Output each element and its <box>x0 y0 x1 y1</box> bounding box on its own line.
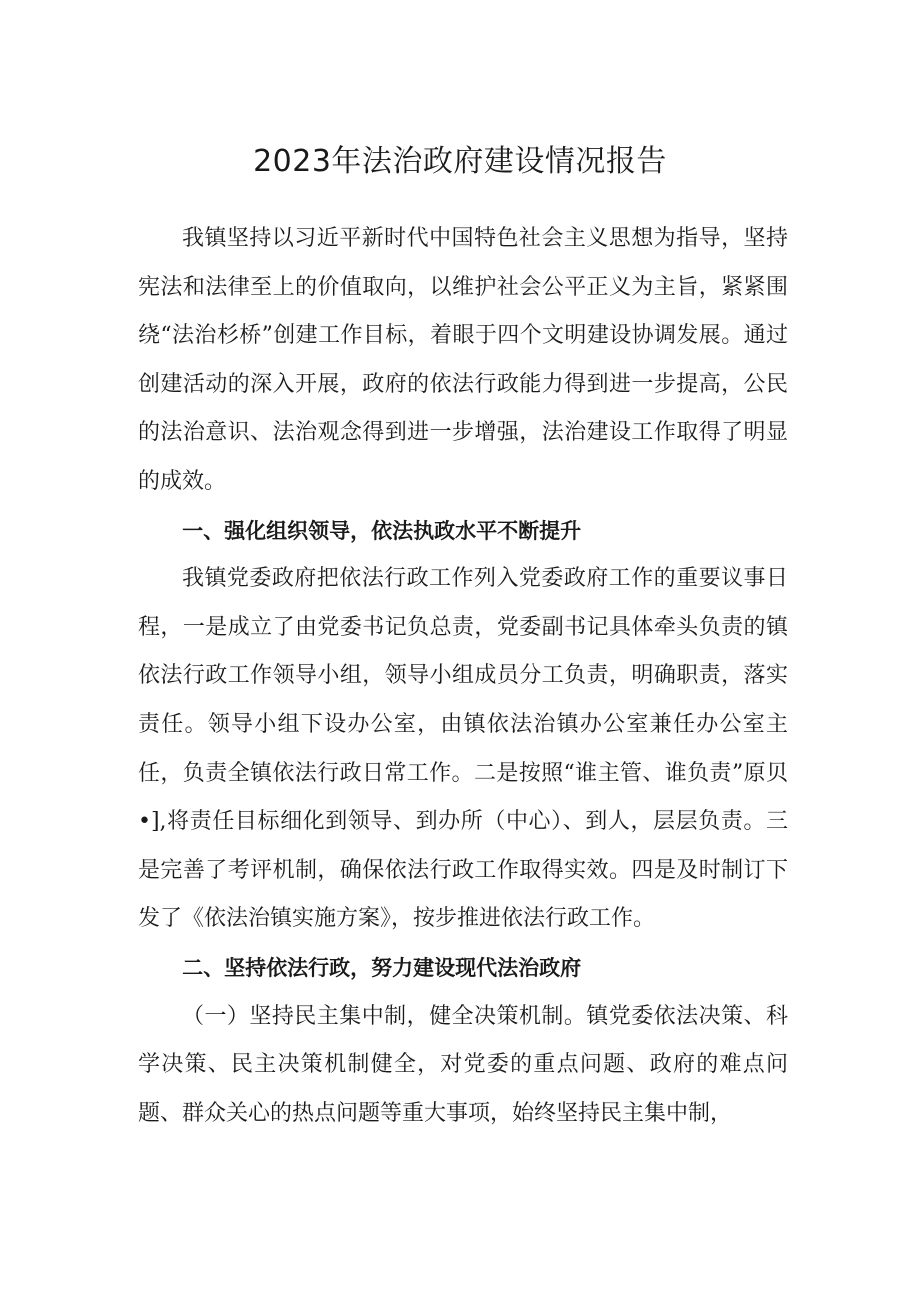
intro-paragraph: 我镇坚持以习近平新时代中国特色社会主义思想为指导，坚持宪法和法律至上的价值取向，以维护社会公平正义为主旨，紧紧围绕“法治杉桥”创建工作目标，着眼于四个文明建设协调发展。通过创建活动的深入开展，政府的依法行政能力得到进一步提高，公民的法治意识、法治观念得到进一步增强，法治建设工作取得了明显的成效。 <box>138 226 788 494</box>
section-1-paragraph: 我镇党委政府把依法行政工作列入党委政府工作的重要议事日程，一是成立了由党委书记负总责，党委副书记具体牵头负责的镇依法行政工作领导小组，领导小组成员分工负责，明确职责，落实责任。领导小组下设办公室，由镇依法治镇办公室兼任办公室主任，负责全镇依法行政日常工作。二是按照“谁主管、谁负责”原贝•],将责任目标细化到领导、到办所（中心）、到人，层层负责。三是完善了考评机制，确保依法行政工作取得实效。四是及时制订下发了《依法治镇实施方案》，按步推进依法行政工作。 <box>138 566 788 932</box>
section-2-paragraph: （一）坚持民主集中制，健全决策机制。镇党委依法决策、科学决策、民主决策机制健全，对党委的重点问题、政府的难点问题、群众关心的热点问题等重大事项，始终坚持民主集中制， <box>138 1003 788 1126</box>
section-heading-2: 二、坚持依法行政，努力建设现代法治政府 <box>182 955 582 980</box>
document-body <box>138 215 788 1138</box>
section-heading-1: 一、强化组织领导，依法执政水平不断提升 <box>182 518 582 543</box>
document-title: 2023年法治政府建设情况报告 <box>253 144 667 179</box>
